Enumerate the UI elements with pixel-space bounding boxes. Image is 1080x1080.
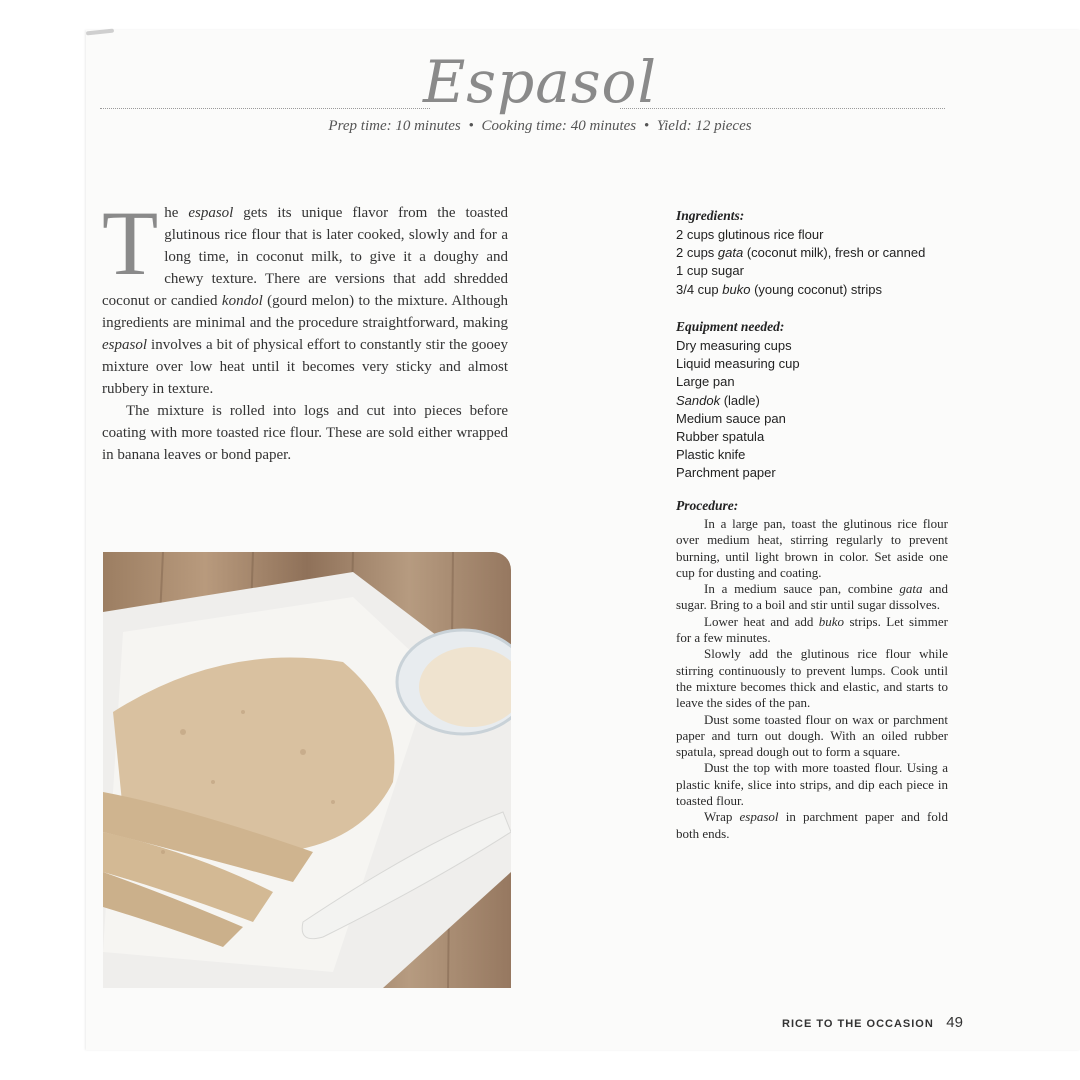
italic-term: buko xyxy=(722,281,751,297)
intro-text xyxy=(102,192,509,466)
italic-term: gata xyxy=(717,245,744,261)
italic-term: espasol xyxy=(188,205,234,221)
section-name: RICE TO THE OCCASION xyxy=(782,1018,934,1030)
text-run: he xyxy=(164,205,189,221)
text-run: The mixture is rolled into logs and cut into pieces before coating with more toasted rice flour. These are sold either wrapped in banana leaves or bond paper. xyxy=(102,403,508,463)
text-run: In a medium sauce pan, combine xyxy=(704,581,900,597)
procedure-section xyxy=(676,498,948,842)
italic-term: gata xyxy=(899,581,923,597)
ingredient-item xyxy=(676,262,948,280)
text-run: In a large pan, toast the glutinous rice flour over medium heat, stirring regularly to prevent burning, until light brown in color. Set aside one cup for dusting and coating. xyxy=(676,516,948,580)
ingredients-list xyxy=(676,226,948,299)
text-run: strips. Let simmer for a few minutes. xyxy=(676,613,948,646)
text-run: Liquid measuring cup xyxy=(676,356,800,372)
yield-value: 12 pieces xyxy=(695,118,752,134)
text-run: 1 cup sugar xyxy=(676,263,744,279)
text-run: Lower heat and add xyxy=(704,613,819,629)
procedure-steps xyxy=(676,516,948,842)
procedure-step xyxy=(676,809,948,842)
page-number: 49 xyxy=(946,1014,963,1031)
text-run: (gourd melon) to the mixture. Although ingredients are minimal and the procedure straightforward, making xyxy=(102,293,509,331)
cook-label: Cooking time: xyxy=(481,118,567,134)
equipment-item xyxy=(676,355,948,373)
ingredients-section xyxy=(676,208,948,299)
drop-cap: T xyxy=(102,192,159,294)
recipe-title: Espasol xyxy=(422,48,658,116)
espasol-photo-icon xyxy=(103,552,511,988)
meta-separator: • xyxy=(468,118,474,134)
meta-separator: • xyxy=(643,118,650,134)
italic-term: espasol xyxy=(739,809,779,825)
equipment-item xyxy=(676,337,948,355)
equipment-item xyxy=(676,464,948,482)
intro-paragraph-1 xyxy=(102,192,509,400)
text-run: Wrap xyxy=(704,809,740,825)
equipment-item xyxy=(676,446,948,464)
prep-label: Prep time: xyxy=(328,118,392,134)
procedure-heading: Procedure: xyxy=(676,498,739,513)
text-run: Parchment paper xyxy=(676,465,776,481)
ingredients-heading: Ingredients: xyxy=(676,208,745,223)
text-run: Dust the top with more toasted flour. Using a plastic knife, slice into strips, and dip each piece in toasted flour. xyxy=(676,760,948,809)
italic-term: kondol xyxy=(221,293,263,309)
prep-value: 10 minutes xyxy=(395,118,461,134)
procedure-step xyxy=(676,646,948,711)
equipment-item xyxy=(676,392,948,410)
text-run: (coconut milk), fresh or canned xyxy=(743,245,926,261)
text-run: involves a bit of physical effort to constantly stir the gooey mixture over low heat until it becomes very sticky and almost rubbery in texture. xyxy=(102,337,508,397)
text-run: gets its unique flavor from the toasted glutinous rice flour that is later cooked, slowly and for a long time, in coconut milk, to give it a doughy and chewy texture. There are versions that add shredded coconut or candied xyxy=(102,205,508,309)
ingredient-item xyxy=(676,281,948,299)
equipment-item xyxy=(676,410,948,428)
text-run: (ladle) xyxy=(720,392,760,408)
italic-term: Sandok xyxy=(676,392,721,408)
ingredient-item xyxy=(676,244,948,262)
text-run: Plastic knife xyxy=(676,447,746,463)
equipment-section xyxy=(676,319,948,483)
text-run: Medium sauce pan xyxy=(676,410,786,426)
ingredient-item xyxy=(676,226,948,244)
procedure-step xyxy=(676,614,948,647)
italic-term: buko xyxy=(818,613,845,629)
recipe-meta xyxy=(0,118,1080,135)
text-run: Dry measuring cups xyxy=(676,338,792,353)
italic-term: espasol xyxy=(102,337,147,353)
equipment-item xyxy=(676,373,948,391)
text-run: 2 cups xyxy=(676,245,718,261)
equipment-list xyxy=(676,337,948,483)
procedure-step xyxy=(676,581,948,614)
text-run: in parchment paper and fold both ends. xyxy=(676,809,948,841)
procedure-step xyxy=(676,516,948,581)
procedure-step xyxy=(676,760,948,809)
text-run: Large pan xyxy=(676,374,735,390)
text-run: 3/4 cup xyxy=(676,281,723,297)
espasol-photo xyxy=(103,552,511,988)
text-run: (young coconut) strips xyxy=(750,281,882,297)
page-footer xyxy=(782,1014,963,1032)
equipment-heading: Equipment needed: xyxy=(676,319,785,334)
cook-value: 40 minutes xyxy=(570,118,637,134)
equipment-item xyxy=(676,428,948,446)
text-run: Slowly add the glutinous rice flour while stirring continuously to prevent lumps. Cook until the mixture becomes thick and elastic, and starts to leave the sides of the pan. xyxy=(676,646,948,711)
text-run: Dust some toasted flour on wax or parchment paper and turn out dough. With an oiled rubber spatula, spread dough out to form a square. xyxy=(676,711,948,760)
text-run: 2 cups glutinous rice flour xyxy=(676,227,824,242)
text-run: Rubber spatula xyxy=(676,429,765,445)
procedure-step xyxy=(676,712,948,761)
intro-paragraph-2 xyxy=(102,400,508,466)
text-run: and sugar. Bring to a boil and stir until sugar dissolves. xyxy=(676,581,949,613)
yield-label: Yield: xyxy=(656,118,692,134)
